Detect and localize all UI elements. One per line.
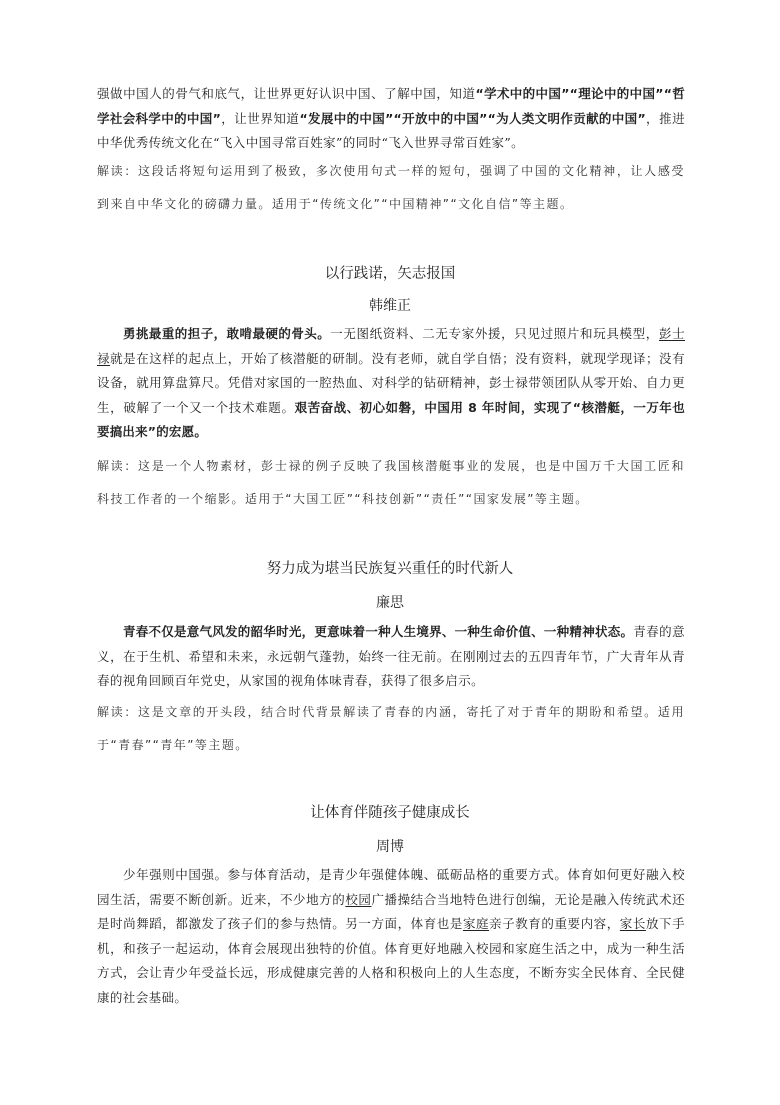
text-run: ，推进中华优秀传统文化在“飞入中国寻常百姓家”的同时“飞入世界寻常百姓家”。 <box>97 110 686 151</box>
section-continuation <box>97 82 685 156</box>
article-title: 以行践诺，矢志报国 <box>324 266 456 282</box>
section-zhoubo <box>97 863 685 1011</box>
underlined-text: 家庭 <box>462 916 490 932</box>
body-paragraph <box>97 863 685 1011</box>
body-paragraph <box>97 620 685 694</box>
text-run: 放下手机，和孩子一起运动，体育会展现出独特的价值。体育更好地融入校园和家庭生活之中，成为一种生活方式，会让青少年受益长远，形成健康完善的人格和积极向上的人生态度，不断夯实全民体育、全民健康的社会基础。 <box>97 916 685 1005</box>
text-run: 广播操结合当地特色进行创编，无论是融入传统武术还是时尚舞蹈，都激发了孩子们的参与热情。另一方面，体育也是 <box>97 891 685 932</box>
article-author: 韩维正 <box>369 298 411 314</box>
article-author: 廉思 <box>376 595 404 611</box>
reading-text: 解读：这是文章的开头段，结合时代背景解读了青春的内涵，寄托了对于青年的期盼和希望。适用于“青春”“青年”等主题。 <box>97 705 685 752</box>
reading-note <box>97 450 685 516</box>
reading-text: 解读：这是一个人物素材，彭士禄的例子反映了我国核潜艇事业的发展，也是中国万千大国工匠和科技工作者的一个缩影。适用于“大国工匠”“科技创新”“责任”“国家发展”等主题。 <box>97 459 685 506</box>
article-title: 让体育伴随孩子健康成长 <box>310 805 470 821</box>
bold-text: 勇挑最重的担子，敢啃最硬的骨头。 <box>123 326 331 341</box>
article-author: 周博 <box>376 839 404 855</box>
text-run: 青春的意义，在于生机、希望和未来，永远朝气蓬勃，始终一往无前。在刚刚过去的五四青年节，广大青年从青春的视角回顾百年党史，从家国的视角体味青春，获得了很多启示。 <box>97 624 685 689</box>
bold-text: “学术中的中国”“理论中的中国”“哲学社会科学中的中国” <box>97 86 685 126</box>
article-title: 努力成为堪当民族复兴重任的时代新人 <box>266 561 514 577</box>
text-run: 少年强则中国强。参与体育活动，是青少年强健体魄、砥砺品格的重要方式。体育如何更好融入校园生活，需要不断创新。近来，不少地方的 <box>97 867 685 907</box>
text-run: 强做中国人的骨气和底气，让世界更好认识中国、了解中国，知道 <box>97 86 476 101</box>
bold-text: 艰苦奋战、初心如磐，中国用 8 年时间，实现了“核潜艇，一万年也要搞出来”的宏愿。 <box>97 399 685 440</box>
body-paragraph <box>97 82 685 156</box>
section-hanweizheng <box>97 322 685 445</box>
body-paragraph <box>97 322 685 445</box>
underlined-text: 校园 <box>345 891 372 907</box>
text-run: 一无图纸资料、二无专家外援，只见过照片和玩具模型， <box>330 326 659 341</box>
reading-note <box>97 696 685 762</box>
text-run: 就是在这样的起点上，开始了核潜艇的研制。没有老师，就自学自悟；没有资料，就现学现译；没有设备，就用算盘算尺。凭借对家国的一腔热血、对科学的钻研精神，彭士禄带领团队从零开始、自力更生，破解了一个又一个技术难题。 <box>97 350 685 415</box>
reading-note <box>97 155 685 221</box>
bold-text: 青春不仅是意气风发的韶华时光，更意味着一种人生境界、一种生命价值、一种精神状态。 <box>123 624 634 639</box>
reading-text: 解读：这段话将短句运用到了极致，多次使用句式一样的短句，强调了中国的文化精神，让人感受到来自中华文化的磅礴力量。适用于“传统文化”“中国精神”“文化自信”等主题。 <box>97 164 685 211</box>
underlined-text: 彭士禄 <box>97 326 685 366</box>
underlined-text: 家长 <box>619 916 646 932</box>
section-liansi <box>97 620 685 694</box>
text-run: ，让世界知道 <box>221 110 300 126</box>
text-run: 亲子教育的重要内容， <box>489 916 620 932</box>
bold-text: “发展中的中国”“开放中的中国”“为人类文明作贡献的中国” <box>299 110 646 126</box>
